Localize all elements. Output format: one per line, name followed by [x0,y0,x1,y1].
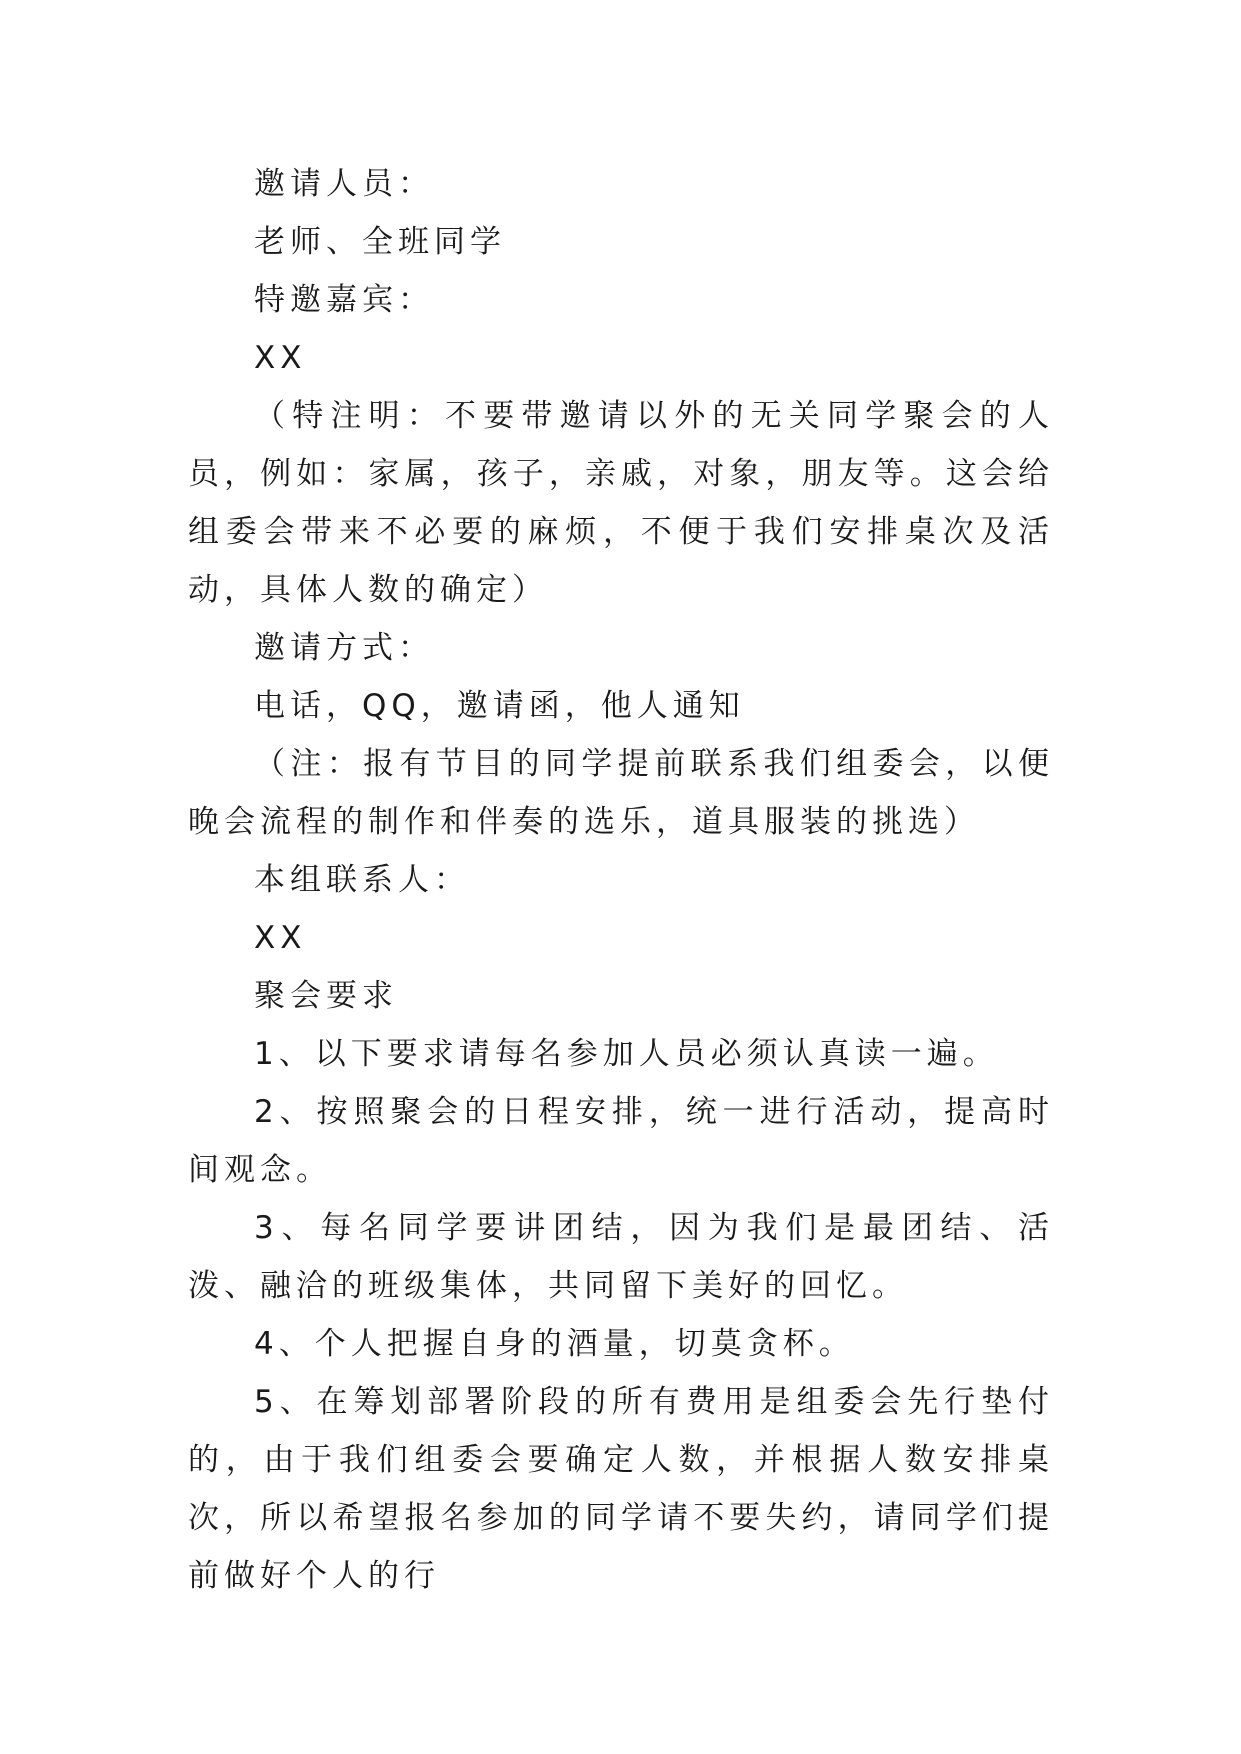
paragraph-requirement-4: 4、个人把握自身的酒量，切莫贪杯。 [254,1326,855,1362]
paragraph-requirement-2: 2、按照聚会的日程安排，统一进行活动，提高时间观念。 [188,1094,1054,1188]
paragraph-requirement-5: 5、在筹划部署阶段的所有费用是组委会先行垫付的，由于我们组委会要确定人数，并根据人数安排桌次，所以希望报名参加的同学请不要失约，请同学们提前做好个人的行 [188,1384,1054,1594]
paragraph-contact-heading: 本组联系人： [254,862,470,898]
paragraph-guest-note: （特注明：不要带邀请以外的无关同学聚会的人员，例如：家属，孩子，亲戚，对象，朋友等。这会给组委会带来不必要的麻烦，不便于我们安排桌次及活动，具体人数的确定） [188,398,1054,608]
paragraph-methods: 电话，QQ，邀请函，他人通知 [254,688,745,724]
paragraph-guests-heading: 特邀嘉宾： [254,282,434,318]
paragraph-invitees-heading: 邀请人员： [254,166,434,202]
paragraph-contact: XX [254,920,307,956]
paragraph-guests: XX [254,340,307,376]
paragraph-method-heading: 邀请方式： [254,630,434,666]
document-body [188,155,1054,1605]
paragraph-program-note: （注：报有节目的同学提前联系我们组委会，以便晚会流程的制作和伴奏的选乐，道具服装的挑选） [188,746,1054,840]
paragraph-requirements-heading: 聚会要求 [254,978,398,1014]
paragraph-invitees: 老师、全班同学 [254,224,506,260]
paragraph-requirement-3: 3、每名同学要讲团结，因为我们是最团结、活泼、融洽的班级集体，共同留下美好的回忆。 [188,1210,1054,1304]
paragraph-requirement-1: 1、以下要求请每名参加人员必须认真读一遍。 [254,1036,999,1072]
